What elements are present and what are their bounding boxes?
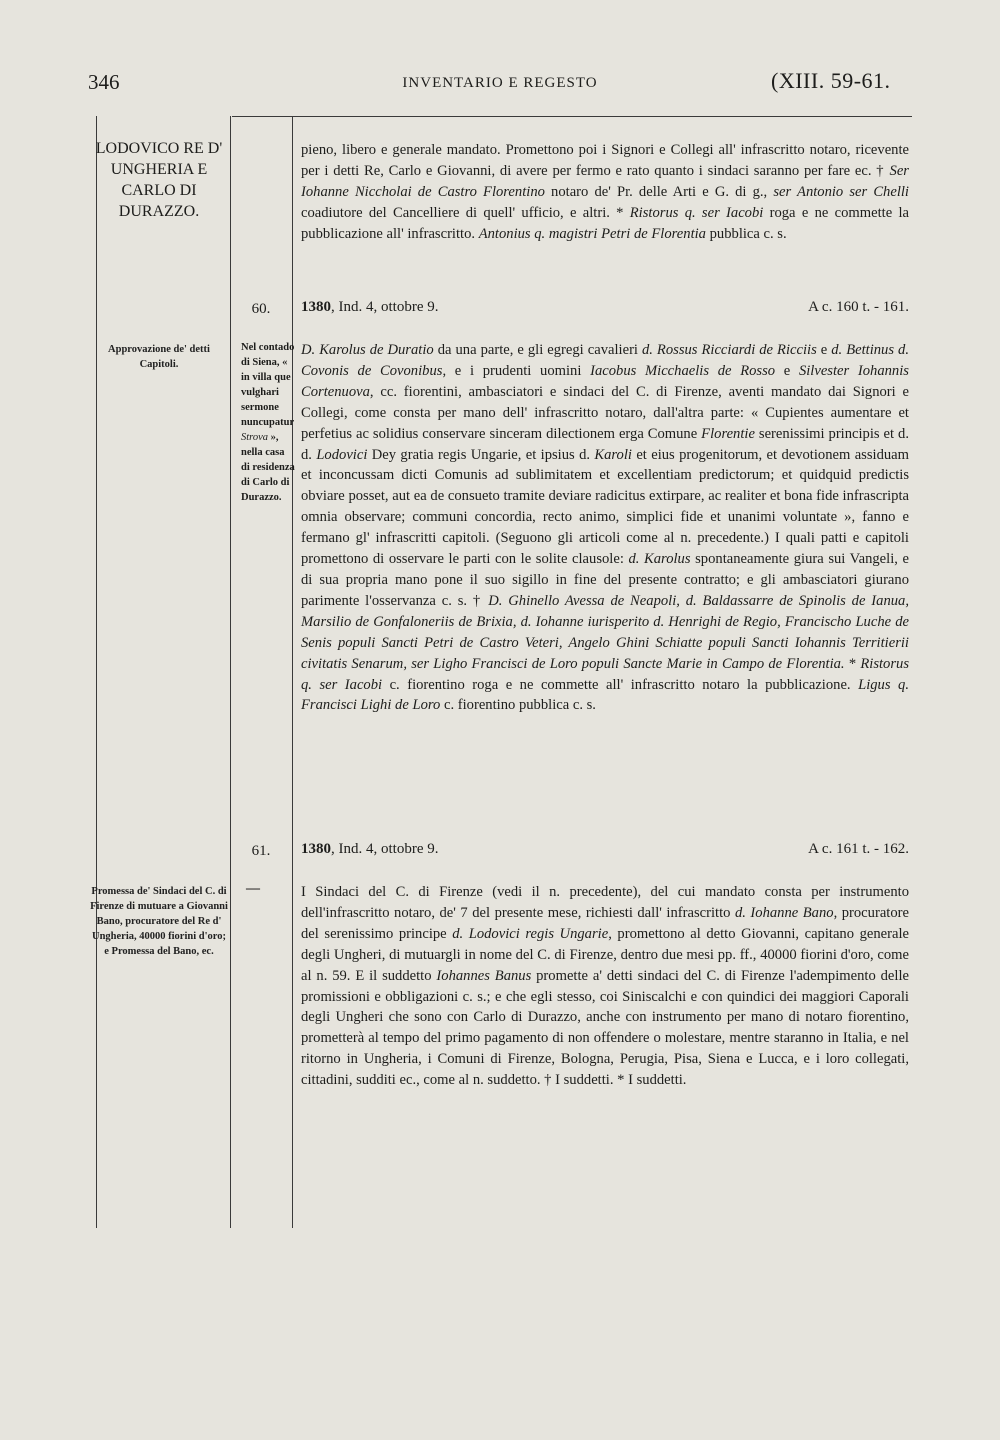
text-run: e	[775, 362, 799, 379]
text-run: pubblica c. s.	[705, 225, 787, 242]
paragraph-60	[301, 340, 909, 716]
page-header	[0, 70, 1000, 100]
text-run: , e i prudenti uomini	[442, 362, 591, 379]
italic-name: Lodovici	[316, 446, 368, 463]
text-run: *	[844, 655, 861, 672]
running-title: INVENTARIO E REGESTO	[402, 75, 598, 91]
dateline-61	[301, 841, 909, 858]
italic-name: d. Karolus	[628, 551, 691, 568]
section-reference: (XIII. 59-61.	[771, 68, 891, 93]
text-run: et eius progenitorum, et devotionem assiduam et inconcussam dicti Comunis ad sublimitatem et excellentiam predictorum; et quidquid predictis obviare posset, aut ea de consueto tramite deviare radicitus extirpare, ac realiter et bona fide infrascripta omnia observare; communi concordia, recto animo, simplici fide et unanimi voluntate », fanno e fermano gl' infrascritti capitoli. (Seguono gli articoli come al n. precedente.) I quali patti e capitoli promettono di osservare le parti con le solite clausole:	[301, 446, 910, 568]
italic-name: ser Antonio ser Chelli	[773, 183, 909, 200]
text-run: Dey gratia regis Ungarie, et ipsius d.	[367, 446, 595, 463]
text-run: notaro de' Pr. delle Arti e G. di g.,	[544, 183, 774, 200]
italic-name: Karoli	[594, 446, 632, 463]
italic-name: Iohannes Banus	[436, 967, 532, 984]
place-note-60: Nel contado di Siena, « in villa que vulghari sermone nuncupatur Strova », nella casa di residenza di Carlo di Durazzo.	[241, 342, 295, 503]
column-rule-left	[96, 116, 97, 1228]
italic-name: Silvester Iohannis Cortenuova	[301, 362, 909, 400]
text-run: c. fiorentino roga e ne commette all' infrascritto notaro la pubblicazione.	[382, 676, 859, 693]
text-run: e	[816, 342, 832, 358]
page-number: 346	[88, 70, 120, 94]
place-name: Strova	[241, 432, 269, 443]
italic-name: Ristorus q. ser Iacobi	[301, 655, 910, 693]
text-run: pieno, libero e generale mandato. Promettono poi i Signori e Collegi all' infrascritto notaro, ricevente per i detti Re, Carlo e Giovanni, di avere per fermo e rato quanto i sindaci saranno per fare ec. †	[301, 142, 909, 179]
text-run: coadiutore del Cancelliere di quell' ufficio, e altri. *	[301, 204, 630, 221]
margin-title: LODOVICO RE D' UNGHERIA E CARLO DI DURAZZO.	[95, 140, 223, 220]
text-run: roga e ne commette la pubblicazione all' infrascritto.	[301, 204, 909, 242]
text-run: , procuratore del serenissimo principe	[301, 904, 909, 942]
column-rule-middle	[230, 116, 231, 1228]
italic-name: Ligus q. Francisci Lighi de Loro	[301, 676, 909, 714]
text-run: da una parte, e gli egregi cavalieri	[433, 342, 642, 358]
margin-note-61: Promessa de' Sindaci del C. di Firenze di mutuare a Giovanni Bano, procuratore del Re d' Ungheria, 40000 fiorini d'oro; e Promessa del Bano, ec.	[90, 886, 228, 957]
date: , Ind. 4, ottobre 9.	[331, 299, 439, 315]
place-dash-61: —	[246, 881, 260, 896]
italic-name: d. Rossus Ricciardi de Ricciis	[641, 342, 817, 358]
italic-name: Antonius q. magistri Petri de Florentia	[478, 225, 706, 242]
header-rule	[232, 116, 912, 117]
column-rule-right	[292, 116, 293, 1228]
year: 1380	[301, 299, 331, 315]
text-run: serenissimi principis et d. d.	[301, 425, 909, 463]
italic-name: d. Bettinus d. Covonis de Covonibus	[301, 342, 909, 379]
italic-name: Florentie	[701, 425, 755, 442]
entry-number-61: 61.	[251, 843, 271, 859]
italic-name: D. Ghinello Avessa de Neapoli, d. Baldassarre de Spinolis de Ianua, Marsilio de Gonfaloneriis de Brixia, d. Iohanne iurisperito d. Henrighi de Regio, Francischo Luche de Senis populi Sancti Petri de Castro Veteri, Angelo Ghini Schiatte populi Sancti Iohannis Territierii civitatis Senarum, ser Ligho Francisci de Loro populi Sancte Marie in Campo de Florentia.	[301, 592, 909, 672]
text-run: , promettono al detto Giovanni, capitano generale degli Ungheri, di mutuargli in nome del C. di Firenze, dentro due mesi pp. ff., 40000 fiorini d'oro, come al n. 59. E il suddetto	[301, 925, 909, 984]
folio-ref: A c. 160 t. - 161.	[808, 299, 909, 315]
date: , Ind. 4, ottobre 9.	[331, 841, 439, 857]
italic-name: d. Iohanne Bano	[734, 904, 834, 921]
dateline-60	[301, 299, 909, 316]
folio-ref: A c. 161 t. - 162.	[808, 841, 909, 857]
text-run: c. fiorentino pubblica c. s.	[440, 697, 596, 714]
paragraph-continuation	[301, 140, 909, 245]
italic-name: Iacobus Micchaelis de Rosso	[590, 362, 776, 379]
year: 1380	[301, 841, 331, 857]
entry-number-60: 60.	[251, 301, 271, 317]
margin-note-60: Approvazione de' detti Capitoli.	[108, 344, 210, 370]
italic-name: Ristorus q. ser Iacobi	[629, 204, 764, 221]
text-run: promette a' detti sindaci del C. di Firenze l'adempimento delle promissioni e obbligazioni c. s.; e che egli stesso, coi Siniscalchi e con quindici dei maggiori Caporali degli Ungheri che sono con Carlo di Durazzo, anche con instrumento per mano di notaro fiorentino, prometterà al tempo del primo pagamento di non offendere o molestare, mentre staranno in Italia, e nel ritorno in Ungheria, i Comuni di Firenze, Bologna, Perugia, Pisa, Siena e Lucca, e i loro collegati, cittadini, sudditi ec., come al n. suddetto. † I suddetti. * I suddetti.	[301, 967, 909, 1089]
text-run: , cc. fiorentini, ambasciatori e sindaci del C. di Firenze, aventi mandato dai Signori e Collegi, come consta per mano dell' infrascritto notaro, dall'altra parte: « Cupientes aumentare et perfetius ac solidius conservare sinceram dilectionem erga Comune	[301, 383, 909, 442]
italic-name: d. Lodovici regis Ungarie	[452, 925, 609, 942]
text-run: I Sindaci del C. di Firenze (vedi il n. precedente), del cui mandato consta per instrumento dell'infrascritto notaro, de' 7 del presente mese, richiesti dall' infrascritto	[301, 884, 909, 921]
italic-name: D. Karolus de Duratio	[301, 342, 434, 358]
italic-name: Ser Iohanne Niccholai de Castro Florentino	[301, 162, 909, 200]
text-run: spontaneamente giura sui Vangeli, e di sua propria mano pone il suo sigillo in fine del presente contratto; e gli ambasciatori giurano parimente l'osservanza c. s. †	[301, 551, 909, 609]
paragraph-61	[301, 882, 909, 1091]
